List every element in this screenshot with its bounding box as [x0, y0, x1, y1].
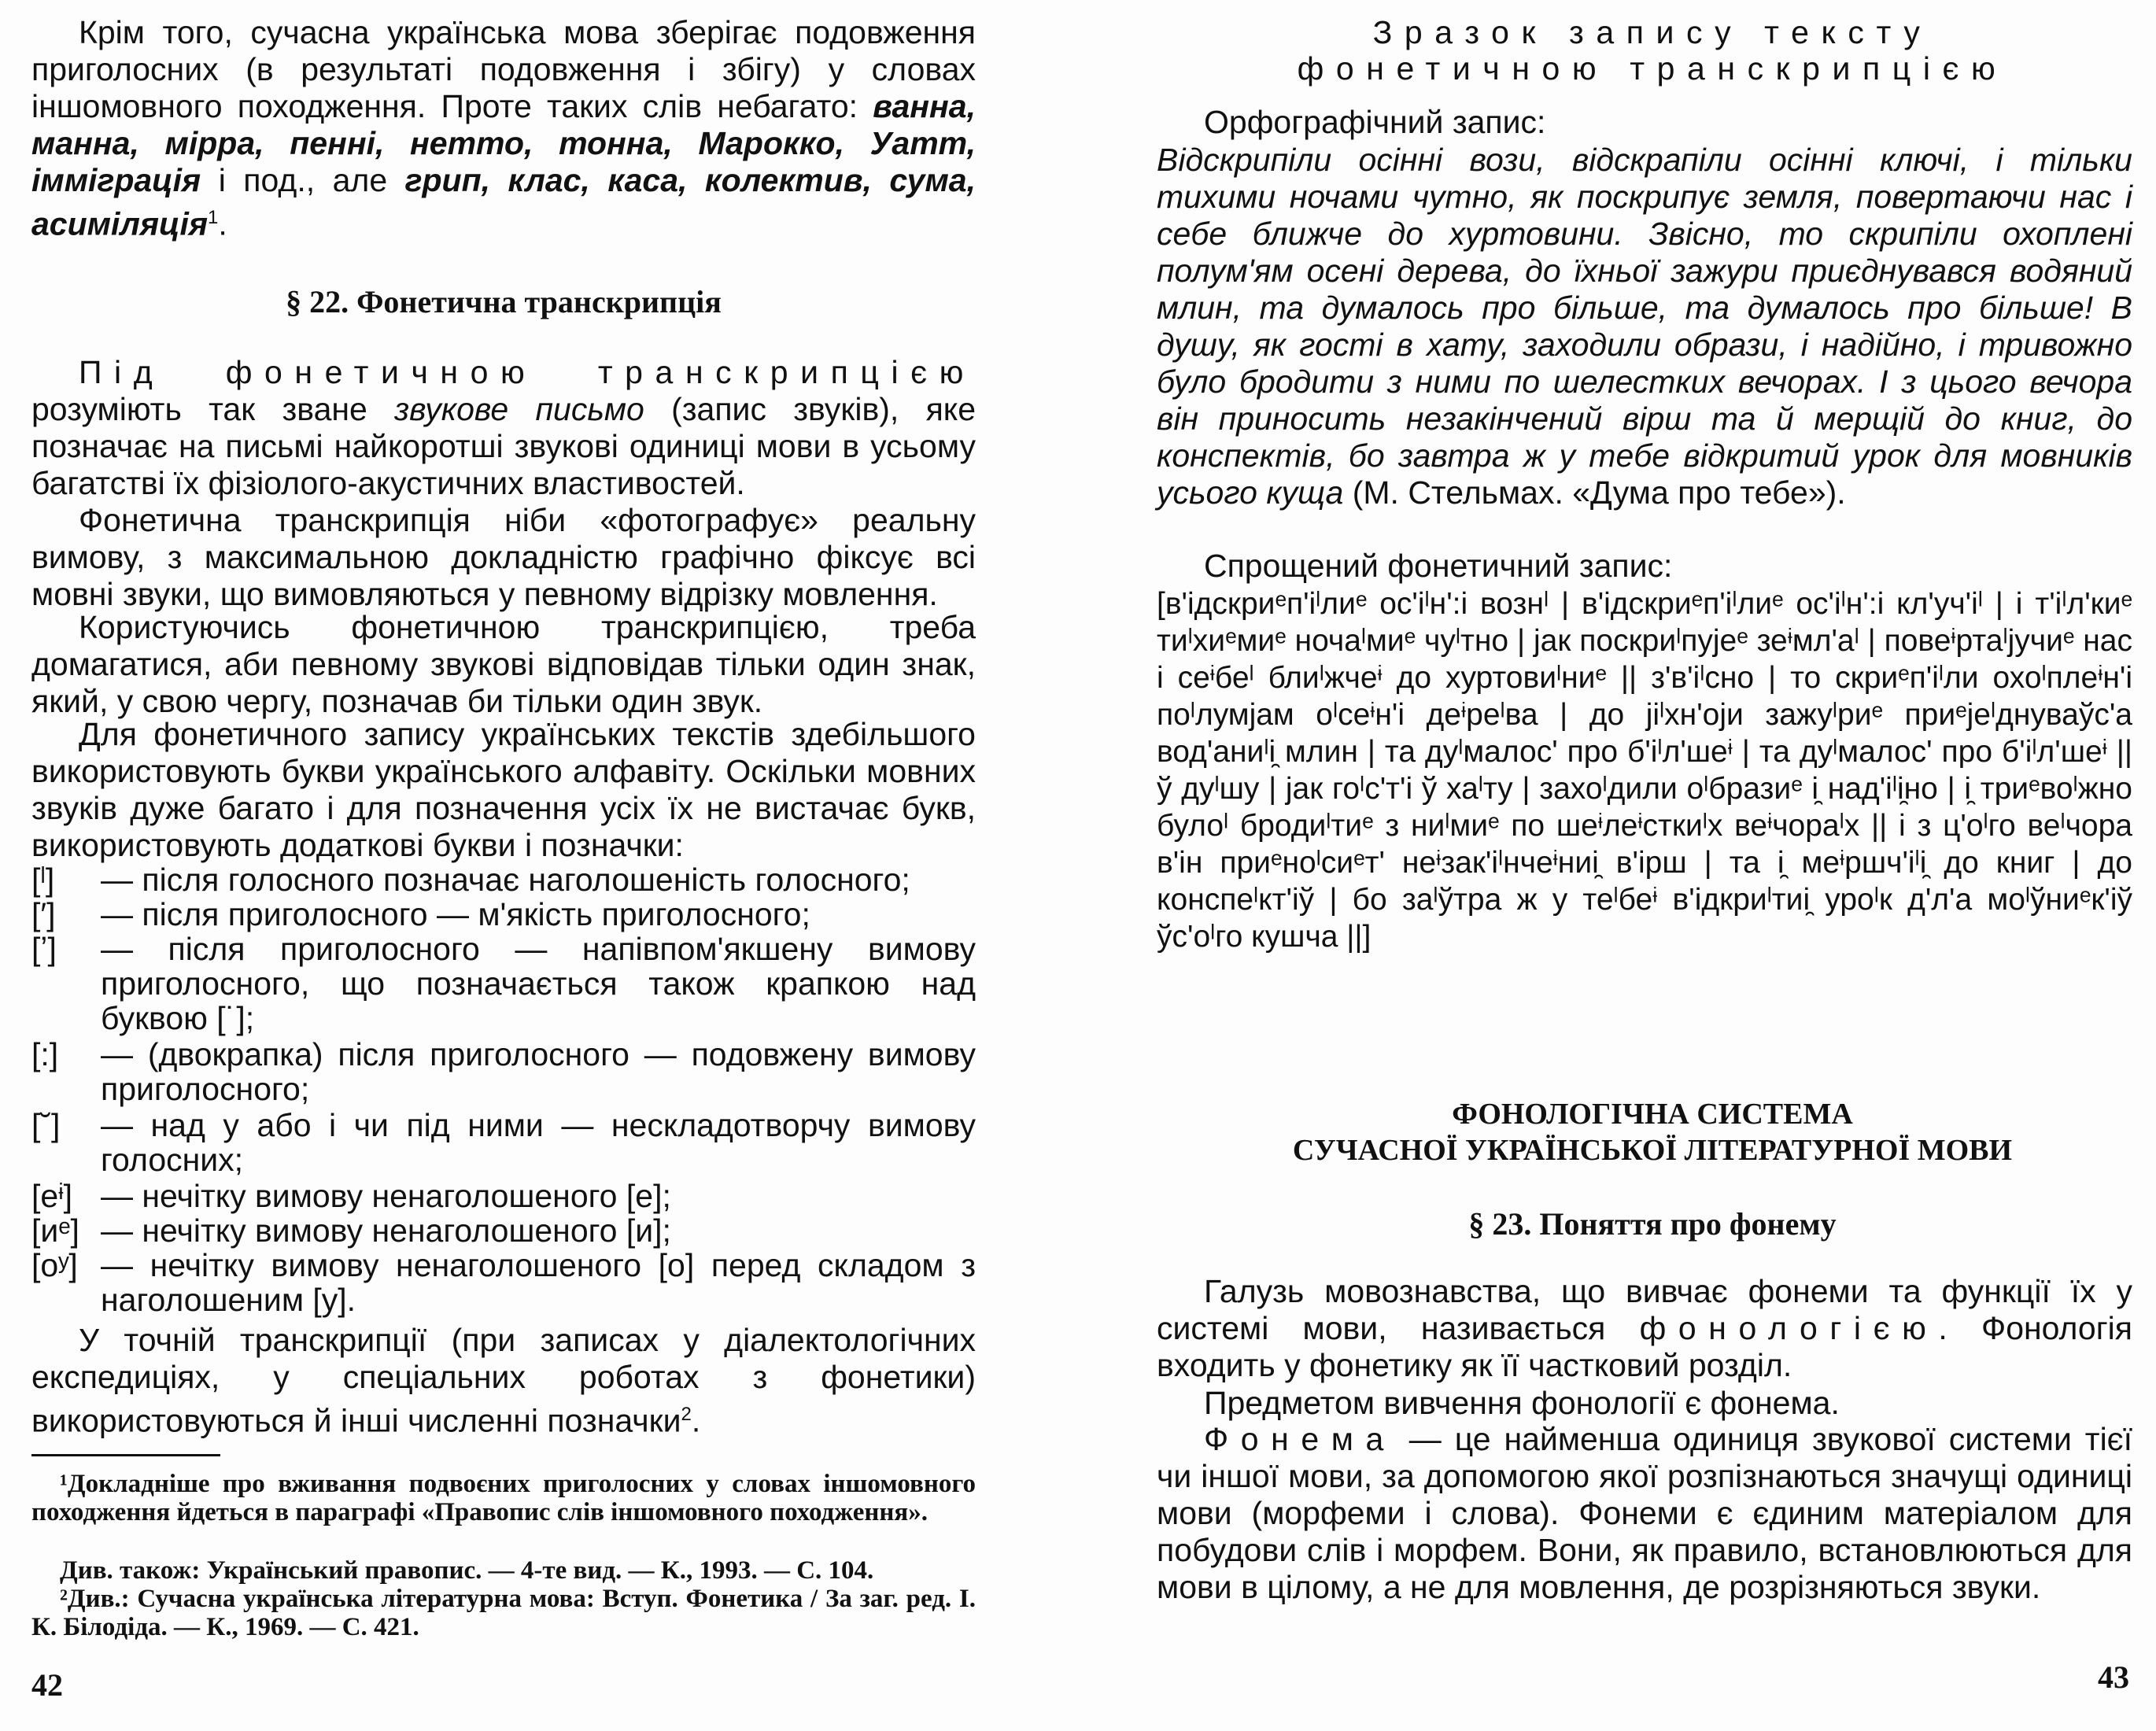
footnote-1-see-also: Див. також: Український правопис. — 4-те вид. — К., 1993. — С. 104.: [60, 1556, 874, 1585]
page-number-right: 43: [2098, 1659, 2129, 1695]
orthographic-text: Відскрипіли осінні вози, відскрапіли осінні ключі, і тільки тихими ночами чутно, як поскрипує земля, повертаючи нас і себе ближче до хуртовини. Звісно, то скрипіли охоплені полум'ям осені дерева, до їхньої зажури приєднувався водяний млин, та думалось про більше, та думалось про більше! В душу, як гості в хату, заходили образи, і надійно, і тривожно було бродити з ними по шелестких вечорах. І з цього вечора він приносить незакінчений вірш та й мерщій до книг, до конспектів, бо завтра ж у тебе відкритий урок для мовників усього куща (М. Стельмах. «Дума про тебе»).: [1157, 142, 2132, 511]
simplified-label: Спрощений фонетичний запис:: [1204, 548, 1673, 584]
orthographic-label: Орфографічний запис:: [1204, 104, 1546, 140]
right-page: [1157, 0, 2156, 1731]
paragraph-phonology-definition: Галузь мовознавства, що вивчає фонеми та функції їх у системі мови, називається фонологією. Фонологія входить у фонетику як її частковий розділ.: [1157, 1273, 2132, 1383]
phonetic-transcription-text: [в'ідскриᵉп'іˡлиᵉ ос'іˡн':і вознˡ | в'ідскриᵉп'іˡлиᵉ ос'іˡн':і кл'уч'іˡ | і т'іˡл'киᵉ тиˡхиᵉмиᵉ ночаˡмиᵉ чуˡтно | јак поскриˡпујеᵉ зеᶤмл'аˡ | повеᶤртаˡјучиᵉ нас і сеᶤбеˡ блиˡжчеᶤ до хуртовиˡниᵉ || з'в'іˡсно | то скриᵉп'іˡли охоˡплеᶤн'і поˡлумјам оˡсеᶤн'і деᶤреˡва | до јіˡхн'оји зажуˡриᵉ приᵉјеˡднуваўс'а вод'аниˡі̯ млин | та дуˡмалос' про б'іˡл'шеᶤ | та дуˡмалос' про б'іˡл'шеᶤ || ў дуˡшу | јак гоˡс'т'і ў хаˡту | захоˡдили оˡбразиᵉ і̯ над'іˡі̯но | і̯ триᵉвоˡжно булоˡ бродиˡтиᵉ з ниˡмиᵉ по шеᶤлеᶤсткиˡх веᶤчораˡх || і з ц'оˡго веˡчора в'ін приᵉноˡсиᵉт' неᶤзак'іˡнчеᶤниі̯ в'ірш | та і̯ меᶤршч'іˡі̯ до книг | до конспеˡкт'іў | бо заˡўтра ж у теˡбеᶤ в'ідкриˡтиі̯ уроˡк д'л'а моˡўниᵉк'іў ўс'оˡго кушча ||]: [1157, 587, 2132, 954]
footnote-1: ¹Докладніше про вживання подвоєних приголосних у словах іншомовного походження йдеться в параграфі «Правопис слів іншомовного походження».: [31, 1470, 976, 1526]
paragraph-photographs: Фонетична транскрипція ніби «фотографує» реальну вимову, з максимальною докладністю графічно фіксує всі мовні звуки, що вимовляються у певному відрізку мовлення.: [31, 502, 976, 612]
chapter-heading-line-1: ФОНОЛОГІЧНА СИСТЕМА: [1452, 1098, 1853, 1131]
paragraph-one-sign: Користуючись фонетичною транскрипцією, треба домагатися, аби певному звукові відповідав тільки один знак, який, у свою чергу, позначав би тільки один звук.: [31, 609, 976, 719]
sample-heading-line-1: Зразок запису тексту: [1372, 14, 1933, 50]
paragraph-transcription-definition: Під фонетичною транскрипцією розуміють так зване звукове письмо (запис звуків), яке позначає на письмі найкоротші звукові одиниці мови в усьому багатстві їх фізіолого-акустичних властивостей.: [31, 354, 976, 501]
section-23-heading: § 23. Поняття про фонему: [1468, 1206, 1837, 1242]
paragraph-alphabet: Для фонетичного запису українських текстів здебільшого використовують букви українського алфавіту. Оскільки мовних звуків дуже багато і для позначення усіх їх не вистачає букв, використовують додаткові букви і позначки:: [31, 716, 976, 863]
intro-paragraph: Крім того, сучасна українська мова зберігає подовження приголосних (в результаті подовження і збігу) у словах іншомовного походження. Проте таких слів небагато: ванна, манна, мірра, пенні, нетто, тонна, Марокко, Уатт, імміграція і под., але грип, клас, каса, колектив, сума, асиміляція$^1$.: [31, 14, 976, 242]
page-number-left: 42: [31, 1667, 63, 1703]
sample-heading-line-2: фонетичною транскрипцією: [1297, 50, 2008, 87]
footnote-divider: [31, 1454, 220, 1456]
paragraph-phonology-subject: Предметом вивчення фонології є фонема.: [1204, 1385, 1840, 1421]
paragraph-phoneme-definition: Фонема — це найменша одиниця звукової системи тієї чи іншої мови, за допомогою якої розпізнаються значущі одиниці мови (морфеми і слова). Фонеми є єдиним матеріалом для побудови слів і морфем. Вони, як правило, встановлюються для мови в цілому, а не для мовлення, де розрізняються звуки.: [1157, 1421, 2132, 1605]
section-22-heading: § 22. Фонетична транскрипція: [286, 284, 722, 319]
footnote-2: ²Див.: Сучасна українська літературна мова: Вступ. Фонетика / За заг. ред. І. К. Білодіда. — К., 1969. — С. 421.: [31, 1585, 976, 1641]
left-page: Крім того, сучасна українська мова зберігає подовження приголосних (в результаті подовження і збігу) у словах іншомовного походження. Проте таких слів небагато: ванна, манна, мірра, пенні, нетто, тонна, Марокко, Уатт, імміграція і под., але грип, клас, каса, колектив, сума, асиміляція$^1$. § 22. Фонетична транскрипція Під фонетичною транскрипцією розуміють так зване звукове письмо (запис звуків), яке позначає на письмі найкоротші звукові одиниці мови в усьому багатстві їх фізіолого-акустичних властивостей. Фонетична транскрипція ніби «фотографує» реальну вимову, з максимальною докладністю графічно фіксує всі мовні звуки, що вимовляються у певному відрізку мовлення. Користуючись фонетичною транскрипцією, треба домагатися, аби певному звукові відповідав тільки один знак, який, у свою чергу, позначав би тільки один звук. Для фонетичного запису українських текстів здебільшого використовують букви українського алфавіту. Оскільки мовних звуків дуже багато і для позначення усіх їх не вистачає букв, використовують додаткові букви і позначки: [ˡ] — після голосного позначає наголошеність голосного; [′] — після приголосного — м'якість приголосного; [ʼ] — після приголосного — напівпом'якшену вимову приголосного, що позначається також крапкою над буквою [˙]; [:] — (двокрапка) після приголосного — подовжену вимову приголосного; [˘] — над у або і чи під ними — нескладотворчу вимову голосних; [еᶤ] — нечітку вимову ненаголошеного [е]; [иᵉ] — нечітку вимову ненаголошеного [и]; [оʸ] — нечітку вимову ненаголошеного [о] перед складом з наголошеним [у]. У точній транскрипції (при записах у діалектологічних експедиціях, у спеціальних роботах з фонетики) використовуються й інші численні позначки$^2$. ¹Докладніше про вживання подвоєних приголосних у словах іншомовного походження йдеться в параграфі «Правопис слів іншомовного походження». Див. також: Український правопис. — 4-те вид. — К., 1993. — С. 104. ²Див.: Сучасна українська літературна мова: Вступ. Фонетика / За заг. ред. І. К. Білодіда. — К., 1969. — С. 421. 42: [31, 14, 976, 1703]
chapter-heading-line-2: СУЧАСНОЇ УКРАЇНСЬКОЇ ЛІТЕРАТУРНОЇ МОВИ: [1292, 1134, 2013, 1167]
paragraph-precise-transcription: У точній транскрипції (при записах у діалектологічних експедиціях, у спеціальних роботах з фонетики) використовуються й інші численні позначки$^2$.: [31, 1322, 976, 1439]
